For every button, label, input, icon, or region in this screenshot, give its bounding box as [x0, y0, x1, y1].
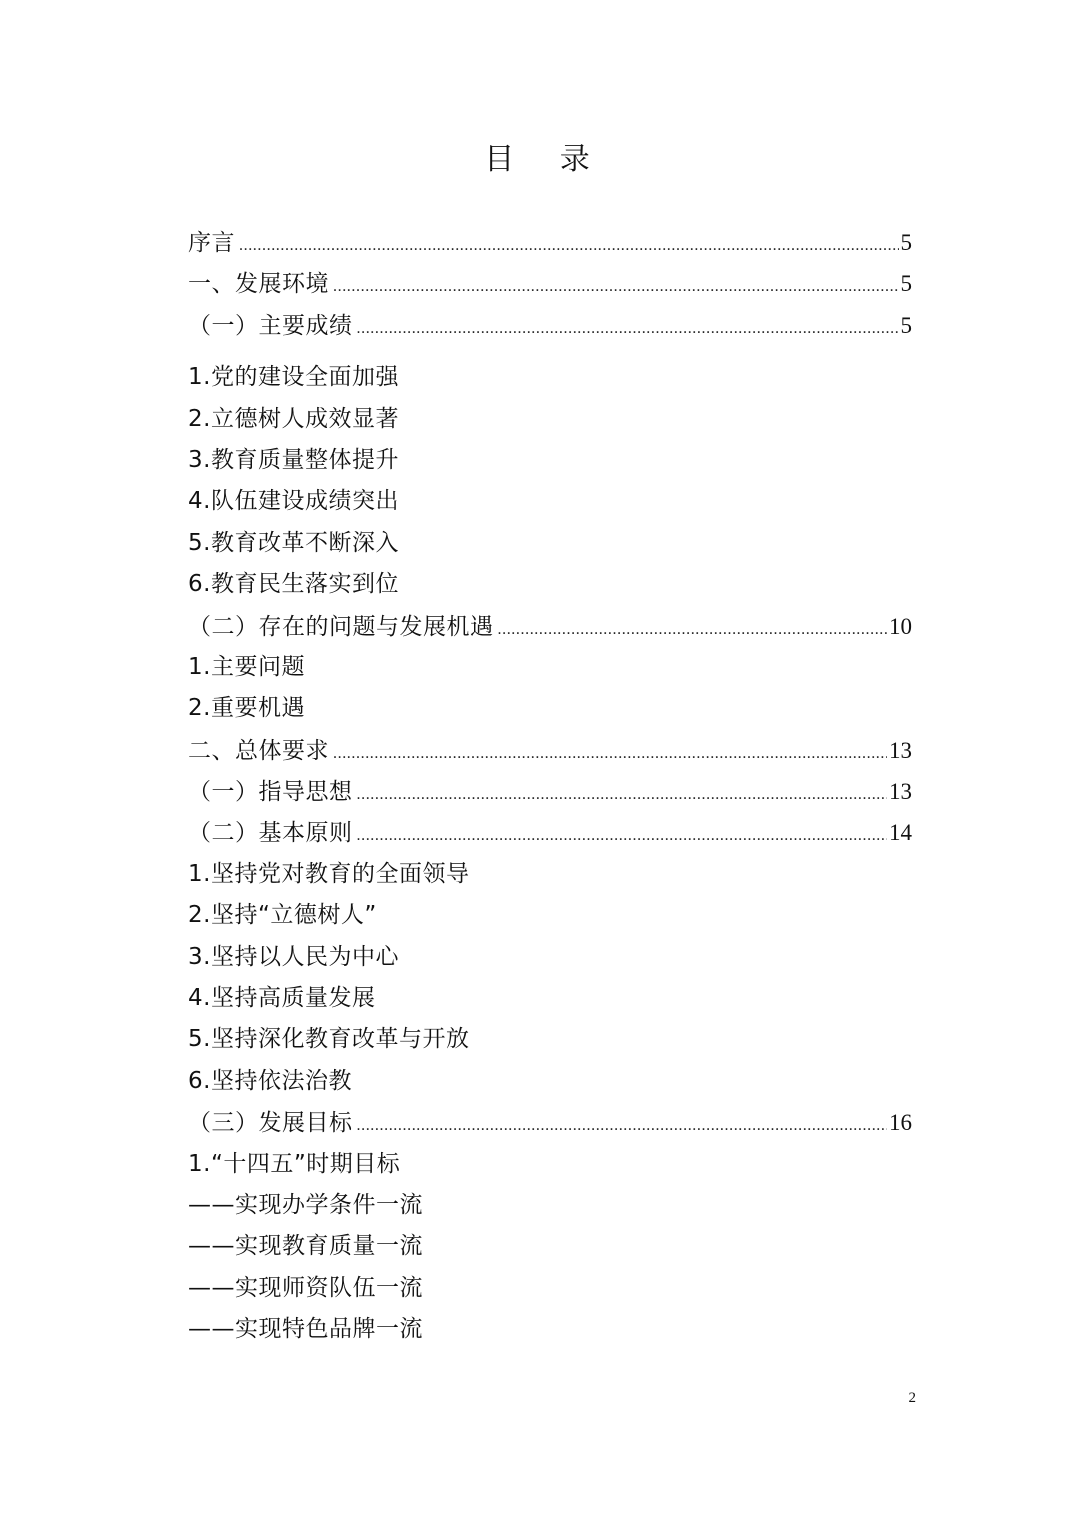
- toc-entry-text: （三）发展目标: [188, 1110, 353, 1137]
- toc-entry-page: 5: [900, 271, 912, 297]
- toc-entry-text: 1.党的建设全面加强: [188, 364, 399, 391]
- toc-entry-subsection-2-2[interactable]: [188, 812, 912, 853]
- toc-entry-item[interactable]: [188, 481, 912, 522]
- toc-entry-item[interactable]: [188, 1226, 912, 1267]
- toc-entry-item[interactable]: [188, 688, 912, 729]
- toc-entry-subsection-2-3[interactable]: [188, 1102, 912, 1143]
- toc-entry-page: 13: [889, 737, 912, 763]
- toc-entry-item[interactable]: [188, 978, 912, 1019]
- toc-entry-text: 5.教育改革不断深入: [188, 529, 399, 556]
- toc-entry-text: （一）指导思想: [188, 779, 353, 806]
- toc-entry-subsection-1-1[interactable]: [188, 305, 912, 346]
- toc-entry-item[interactable]: [188, 1019, 912, 1060]
- toc-entry-text: （一）主要成绩: [188, 312, 353, 339]
- toc-entry-item[interactable]: [188, 1185, 912, 1226]
- toc-entry-item[interactable]: [188, 523, 912, 564]
- toc-entry-text: 5.坚持深化教育改革与开放: [188, 1026, 470, 1053]
- toc-entry-item[interactable]: [188, 895, 912, 936]
- toc-entry-item[interactable]: [188, 1144, 912, 1185]
- toc-leader-dots: [333, 266, 899, 307]
- toc-entry-text: （二）基本原则: [188, 820, 353, 847]
- toc-entry-text: 序言: [188, 230, 235, 256]
- toc-entry-text: ——实现特色品牌一流: [188, 1316, 423, 1343]
- toc-entry-page: 5: [900, 230, 912, 255]
- toc-entry-subsection-1-2[interactable]: [188, 606, 912, 647]
- toc-entry-text: 1.主要问题: [188, 653, 305, 680]
- toc-entry-text: ——实现师资队伍一流: [188, 1274, 423, 1301]
- toc-leader-dots: [357, 1105, 888, 1146]
- toc-leader-dots: [239, 225, 899, 266]
- toc-entry-page: 13: [889, 779, 912, 805]
- toc-entry-item[interactable]: [188, 647, 912, 688]
- toc-entry-page: 14: [889, 820, 912, 846]
- toc-leader-dots: [498, 609, 888, 650]
- toc-entry-text: ——实现教育质量一流: [188, 1233, 423, 1260]
- toc-entry-section-2[interactable]: [188, 730, 912, 771]
- toc-entry-item[interactable]: [188, 564, 912, 605]
- toc-entry-text: （二）存在的问题与发展机遇: [188, 613, 494, 640]
- toc-title: 目 录: [484, 142, 608, 177]
- toc-list: [188, 222, 912, 1351]
- toc-entry-page: 5: [900, 312, 912, 338]
- toc-entry-item[interactable]: [188, 440, 912, 481]
- toc-leader-dots: [357, 308, 899, 349]
- toc-entry-item[interactable]: [188, 1268, 912, 1309]
- toc-entry-page: 10: [889, 613, 912, 639]
- toc-entry-item[interactable]: [188, 357, 912, 398]
- toc-entry-preface[interactable]: [188, 222, 912, 263]
- toc-leader-dots: [357, 815, 888, 856]
- toc-entry-text: 1.“十四五”时期目标: [188, 1150, 401, 1177]
- toc-entry-text: 2.坚持“立德树人”: [188, 902, 377, 929]
- toc-entry-text: 2.重要机遇: [188, 695, 305, 722]
- toc-entry-page: 16: [889, 1110, 912, 1136]
- toc-entry-text: 6.坚持依法治教: [188, 1067, 352, 1094]
- toc-entry-text: 一、发展环境: [188, 271, 329, 298]
- page-number: 2: [908, 1390, 916, 1406]
- toc-entry-item[interactable]: [188, 1061, 912, 1102]
- toc-entry-item[interactable]: [188, 1309, 912, 1350]
- toc-entry-text: 2.立德树人成效显著: [188, 405, 399, 432]
- toc-leader-dots: [333, 733, 887, 774]
- toc-entry-text: 4.队伍建设成绩突出: [188, 488, 399, 515]
- toc-entry-item[interactable]: [188, 937, 912, 978]
- toc-entry-text: 二、总体要求: [188, 737, 329, 764]
- toc-entry-text: 4.坚持高质量发展: [188, 985, 376, 1012]
- toc-entry-text: 1.坚持党对教育的全面领导: [188, 860, 470, 887]
- toc-entry-item[interactable]: [188, 854, 912, 895]
- toc-entry-section-1[interactable]: [188, 263, 912, 304]
- toc-entry-text: 3.坚持以人民为中心: [188, 943, 399, 970]
- toc-entry-text: 3.教育质量整体提升: [188, 446, 399, 473]
- toc-entry-subsection-2-1[interactable]: [188, 771, 912, 812]
- toc-entry-item[interactable]: [188, 399, 912, 440]
- toc-entry-text: 6.教育民生落实到位: [188, 571, 399, 598]
- toc-leader-dots: [357, 774, 888, 815]
- toc-entry-text: ——实现办学条件一流: [188, 1191, 423, 1218]
